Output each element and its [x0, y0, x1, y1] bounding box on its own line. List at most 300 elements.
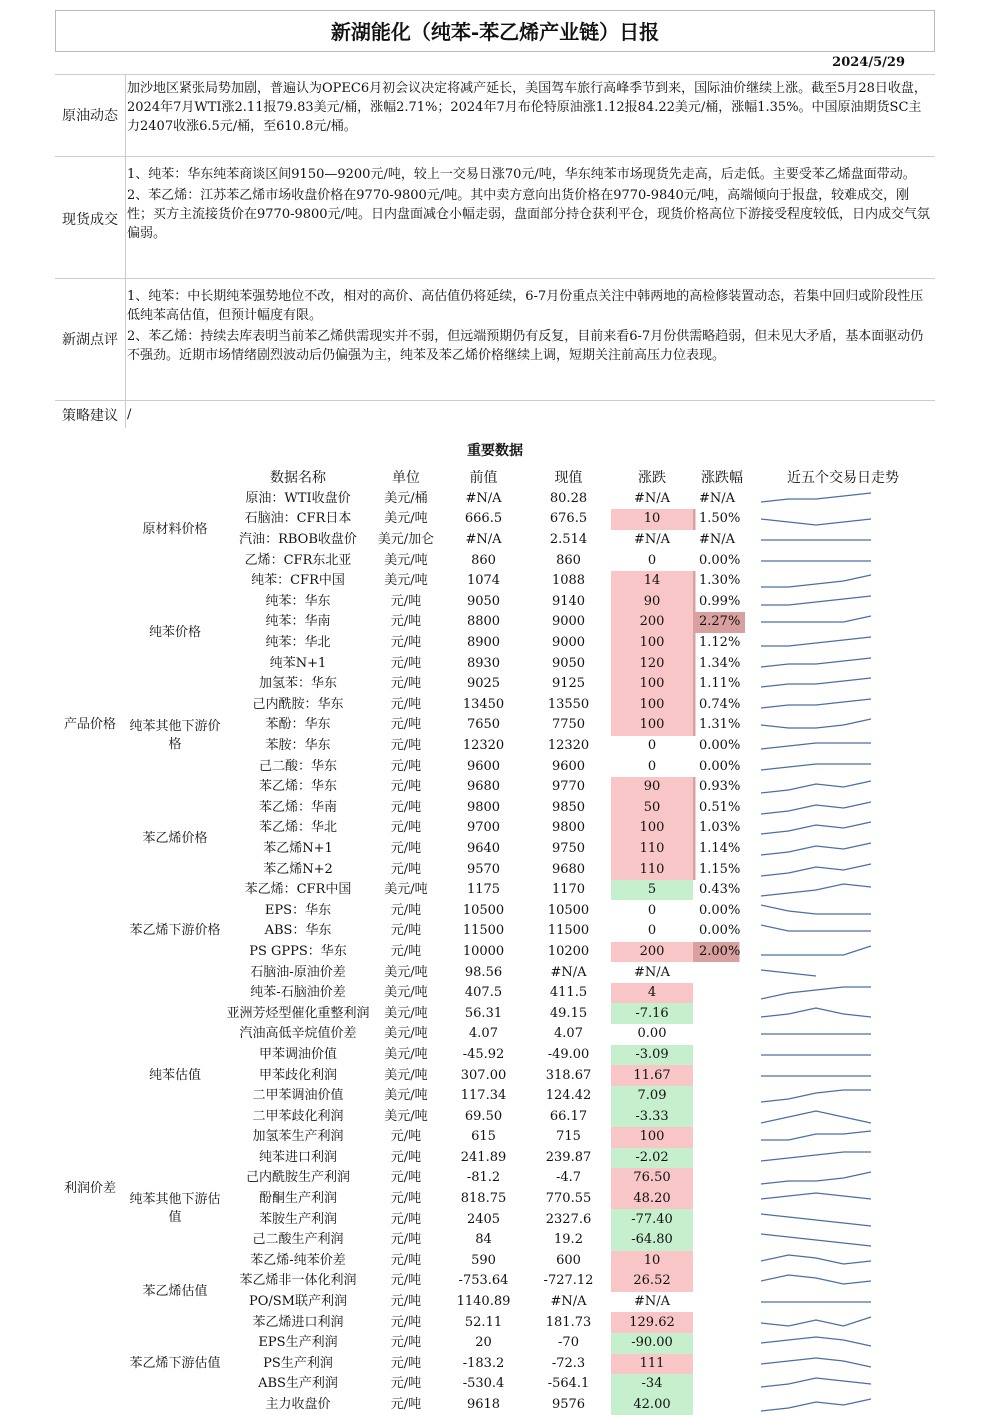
trend-sparkline [751, 1395, 935, 1415]
row-unit: 元/吨 [390, 861, 422, 877]
row-pct [693, 1251, 751, 1272]
row-unit: 元/吨 [390, 840, 422, 856]
section-label: 原油动态 [62, 108, 118, 124]
sparkline-line [761, 987, 871, 999]
row-pct [693, 1003, 751, 1024]
row-pct: 1.15% [693, 859, 751, 880]
row-chg: 10 [611, 509, 693, 530]
trend-sparkline [751, 509, 935, 530]
row-unit: 美元/吨 [384, 511, 428, 527]
row-cur: 2327.6 [545, 1211, 592, 1227]
sparkline-svg [751, 1333, 935, 1353]
row-cur: -72.3 [551, 1355, 586, 1371]
sparkline-line [761, 781, 871, 793]
trend-sparkline [751, 818, 935, 839]
trend-sparkline [751, 1086, 935, 1107]
row-cur: 9050 [551, 655, 586, 671]
row-cur: 600 [556, 1252, 581, 1268]
row-chg: 0.00 [637, 1026, 667, 1042]
row-name: 己二酸：华东 [258, 758, 337, 774]
sparkline-line [761, 1111, 871, 1123]
trend-sparkline [751, 1251, 935, 1272]
sparkline-svg [751, 1127, 935, 1147]
trend-sparkline [751, 1374, 935, 1395]
row-pct [693, 1374, 751, 1395]
group-label: 苯乙烯估值 [142, 1283, 208, 1299]
row-pct [693, 1127, 751, 1148]
row-chg: -64.80 [611, 1230, 693, 1251]
row-prev: 56.31 [464, 1005, 503, 1021]
row-pct: 0.51% [693, 798, 751, 819]
row-name: 纯苯N+1 [269, 655, 327, 671]
row-name: 苯乙烯：华南 [258, 799, 337, 815]
trend-sparkline [751, 736, 935, 757]
row-unit: 元/吨 [390, 1294, 422, 1310]
row-cur: 9576 [551, 1397, 586, 1413]
row-unit: 美元/吨 [384, 964, 428, 980]
sparkline-svg [751, 921, 935, 941]
row-pct: 0.93% [693, 777, 751, 798]
row-chg: 100 [611, 818, 693, 839]
row-cur: 676.5 [549, 511, 588, 527]
row-pct: 1.11% [693, 674, 751, 695]
row-name: 苯乙烯进口利润 [252, 1314, 344, 1330]
row-cur: 1088 [551, 573, 586, 589]
section-spot [55, 156, 935, 278]
row-chg: -7.16 [611, 1003, 693, 1024]
row-unit: 元/吨 [390, 923, 422, 939]
section-label: 现货成交 [62, 212, 118, 228]
sparkline-svg [751, 1251, 935, 1271]
sparkline-line [761, 493, 871, 502]
row-pct: 1.03% [693, 818, 751, 839]
trend-sparkline [751, 1106, 935, 1127]
trend-sparkline [751, 839, 935, 860]
trend-sparkline [751, 715, 935, 736]
trend-sparkline [751, 756, 935, 777]
trend-sparkline [751, 571, 935, 592]
row-chg: 48.20 [611, 1189, 693, 1210]
sparkline-svg [751, 1374, 935, 1394]
sparkline-line [761, 1358, 871, 1367]
sparkline-line [761, 596, 871, 605]
sparkline-svg [751, 860, 935, 880]
row-chg: 0 [647, 923, 657, 939]
col-header-cur: 现值 [554, 470, 583, 487]
trend-sparkline [751, 859, 935, 880]
row-chg: 100 [611, 695, 693, 716]
row-chg: -77.40 [611, 1209, 693, 1230]
row-cur: 9000 [551, 635, 586, 651]
trend-sparkline [751, 1003, 935, 1024]
row-pct [693, 1024, 751, 1045]
row-pct [693, 1189, 751, 1210]
row-unit: 元/吨 [390, 779, 422, 795]
row-pct: 0.00% [699, 902, 741, 918]
row-pct [693, 1354, 751, 1375]
table-row [55, 1395, 935, 1415]
row-chg: 0 [647, 758, 657, 774]
group-label: 纯苯估值 [148, 1067, 201, 1083]
category-label: 产品价格 [63, 717, 116, 733]
trend-sparkline [751, 592, 935, 613]
sparkline-svg [751, 489, 935, 509]
row-chg: 100 [611, 633, 693, 654]
row-name: PS生产利润 [263, 1355, 333, 1371]
row-prev: 1074 [466, 573, 501, 589]
col-header-name: 数据名称 [270, 470, 326, 487]
row-name: 纯苯：华东 [265, 593, 331, 609]
table-row [55, 900, 935, 921]
row-name: 主力收盘价 [265, 1397, 331, 1413]
row-cur: -4.7 [555, 1170, 582, 1186]
row-cur: 11500 [547, 923, 590, 939]
sparkline-line [761, 764, 871, 770]
row-pct: 0.00% [699, 552, 741, 568]
sparkline-line [761, 1152, 871, 1161]
row-unit: 美元/吨 [384, 552, 428, 568]
sparkline-line [761, 905, 871, 914]
row-chg: 4 [611, 983, 693, 1004]
section-paragraph: 加沙地区紧张局势加剧，普遍认为OPEC6月初会议决定将减产延长，美国驾车旅行高峰季节到来，国际油价继续上涨。截至5月28日收盘，2024年7月WTI涨2.11报79.83美元/桶，涨幅2.71%；2024年7月布伦特原油涨1.12报84.22美元/桶，涨幅1.35%。中国原油期货SC主力2407收涨6.5元/桶，至610.8元/桶。 [127, 81, 927, 134]
sparkline-line [761, 1255, 871, 1264]
row-pct: #N/A [699, 532, 736, 548]
row-prev: 590 [471, 1252, 496, 1268]
row-cur: 7750 [551, 717, 586, 733]
row-chg: -3.09 [611, 1045, 693, 1066]
row-prev: -45.92 [462, 1046, 505, 1062]
sparkline-line [761, 519, 871, 525]
row-name: 纯苯：华北 [265, 635, 331, 651]
row-prev: #N/A [465, 490, 502, 506]
row-name: 酚酮生产利润 [258, 1191, 337, 1207]
trend-sparkline [751, 1271, 935, 1292]
row-cur: 9125 [551, 676, 586, 692]
row-chg: #N/A [633, 490, 671, 506]
row-prev: 1140.89 [456, 1294, 511, 1310]
row-unit: 元/吨 [390, 1376, 422, 1392]
row-name: 甲苯歧化利润 [258, 1067, 337, 1083]
row-unit: 美元/吨 [384, 1108, 428, 1124]
row-chg: 42.00 [611, 1395, 693, 1415]
table-row [55, 1251, 935, 1272]
row-chg: 200 [611, 942, 693, 963]
sparkline-svg [751, 839, 935, 859]
sparkline-svg [751, 592, 935, 612]
sparkline-svg [751, 1066, 935, 1086]
sparkline-line [761, 575, 871, 587]
sparkline-svg [751, 901, 935, 921]
section-paragraph: 1、纯苯：华东纯苯商谈区间9150—9200元/吨，较上一交易日涨70元/吨，华东纯苯市场现货先走高，后走低。主要受苯乙烯盘面带动。 [127, 167, 916, 182]
sparkline-line [761, 1193, 871, 1199]
row-name: 汽油：RBOB收盘价 [239, 532, 357, 548]
row-pct [693, 1148, 751, 1169]
row-cur: -70 [558, 1335, 579, 1351]
row-chg: 200 [611, 612, 693, 633]
row-pct: 0.43% [699, 882, 741, 898]
row-chg: 90 [611, 777, 693, 798]
row-name: 加氢苯生产利润 [252, 1129, 344, 1145]
row-unit: 元/吨 [390, 1397, 422, 1413]
row-prev: 98.56 [464, 964, 503, 980]
row-name: 苯酚：华东 [265, 717, 331, 733]
sparkline-line [761, 884, 871, 896]
row-prev: 2405 [466, 1211, 501, 1227]
trend-sparkline [751, 1312, 935, 1333]
trend-sparkline [751, 1045, 935, 1066]
row-prev: 9050 [466, 593, 501, 609]
row-chg: -34 [611, 1374, 693, 1395]
trend-sparkline [751, 530, 935, 551]
col-header-pct: 涨跌幅 [701, 470, 743, 487]
section-label: 新湖点评 [62, 332, 118, 348]
row-pct [693, 1168, 751, 1189]
row-name: 苯乙烯：华东 [258, 779, 337, 795]
row-prev: -753.64 [458, 1273, 509, 1289]
sparkline-svg [751, 1004, 935, 1024]
row-prev: 69.50 [464, 1108, 503, 1124]
row-name: 苯乙烯N+1 [263, 840, 333, 856]
group-label: 苯乙烯价格 [142, 830, 208, 846]
row-prev: 11500 [462, 923, 505, 939]
row-prev: 9570 [466, 861, 501, 877]
sparkline-svg [751, 695, 935, 715]
row-name: 纯苯-石脑油价差 [250, 985, 346, 1001]
sparkline-line [761, 822, 871, 834]
row-chg: 110 [611, 859, 693, 880]
section-paragraph: / [127, 407, 132, 422]
row-unit: 美元/吨 [384, 1005, 428, 1021]
row-name: 苯乙烯：华北 [258, 820, 337, 836]
trend-sparkline [751, 653, 935, 674]
section-strategy [55, 400, 935, 428]
row-cur: 318.67 [545, 1067, 592, 1083]
row-chg: 26.52 [611, 1271, 693, 1292]
row-cur: 9750 [551, 840, 586, 856]
row-pct [693, 1395, 751, 1415]
sparkline-svg [751, 1230, 935, 1250]
sparkline-svg [751, 1168, 935, 1188]
trend-sparkline [751, 962, 935, 983]
row-prev: 407.5 [464, 985, 503, 1001]
table-title: 重要数据 [467, 443, 523, 459]
row-prev: 9618 [466, 1397, 501, 1413]
row-prev: #N/A [465, 532, 502, 548]
sparkline-svg [751, 1395, 935, 1415]
report-sheet [55, 10, 935, 1413]
trend-sparkline [751, 1024, 935, 1045]
trend-sparkline [751, 1209, 935, 1230]
row-unit: 元/吨 [390, 1314, 422, 1330]
row-cur: 9140 [551, 593, 586, 609]
category-label: 利润价差 [63, 1180, 116, 1196]
row-name: ABS生产利润 [258, 1376, 338, 1392]
row-unit: 美元/吨 [384, 573, 428, 589]
row-chg: 11.67 [611, 1065, 693, 1086]
row-pct [693, 1209, 751, 1230]
row-unit: 美元/吨 [384, 1088, 428, 1104]
row-name: 石脑油：CFR日本 [244, 511, 352, 527]
row-pct [693, 983, 751, 1004]
sparkline-svg [751, 880, 935, 900]
row-cur: #N/A [550, 964, 587, 980]
row-chg: 120 [611, 653, 693, 674]
row-pct: 0.00% [699, 738, 741, 754]
row-unit: 美元/吨 [384, 882, 428, 898]
row-prev: 1175 [466, 882, 501, 898]
report-title: 新湖能化（纯苯-苯乙烯产业链）日报 [55, 10, 935, 52]
row-pct: 1.12% [693, 633, 751, 654]
sparkline-svg [751, 571, 935, 591]
row-prev: 52.11 [464, 1314, 503, 1330]
sparkline-line [761, 1008, 871, 1017]
row-chg: 111 [611, 1354, 693, 1375]
sparkline-svg [751, 1024, 935, 1044]
data-table [55, 468, 935, 1415]
row-pct: 0.74% [693, 695, 751, 716]
sparkline-line [761, 743, 871, 749]
row-prev: 307.00 [460, 1067, 507, 1083]
divider [125, 74, 126, 428]
row-name: 纯苯：CFR中国 [251, 573, 345, 589]
trend-sparkline [751, 1230, 935, 1251]
row-unit: 美元/吨 [384, 1026, 428, 1042]
sparkline-svg [751, 1354, 935, 1374]
group-label [125, 1395, 225, 1415]
row-name: EPS生产利润 [258, 1335, 338, 1351]
section-crude [55, 74, 935, 156]
row-unit: 美元/桶 [384, 490, 428, 506]
sparkline-svg [751, 1271, 935, 1291]
sparkline-line [761, 1399, 871, 1411]
row-unit: 美元/吨 [384, 985, 428, 1001]
row-name: 苯乙烯：CFR中国 [244, 882, 352, 898]
row-unit: 元/吨 [390, 593, 422, 609]
row-name: 苯乙烯-纯苯价差 [250, 1252, 346, 1268]
row-cur: 49.15 [549, 1005, 588, 1021]
table-row [55, 489, 935, 510]
row-cur: 9770 [551, 779, 586, 795]
trend-sparkline [751, 633, 935, 654]
section-text [127, 165, 933, 245]
section-comment [55, 278, 935, 400]
sparkline-svg [751, 633, 935, 653]
trend-sparkline [751, 1354, 935, 1375]
row-prev: 8900 [466, 635, 501, 651]
row-prev: 241.89 [460, 1149, 507, 1165]
row-cur: 9680 [551, 861, 586, 877]
row-unit: 元/吨 [390, 1191, 422, 1207]
row-prev: 666.5 [464, 511, 503, 527]
group-label: 纯苯其他下游价格 [129, 718, 221, 752]
row-prev: -530.4 [462, 1376, 505, 1392]
row-unit: 元/吨 [390, 1170, 422, 1186]
sparkline-svg [751, 1189, 935, 1209]
sparkline-svg [751, 1210, 935, 1230]
row-unit: 美元/吨 [384, 1067, 428, 1083]
col-header-chg: 涨跌 [638, 470, 666, 487]
row-chg: -3.33 [611, 1106, 693, 1127]
row-chg: 0 [647, 902, 657, 918]
sparkline-svg [751, 1148, 935, 1168]
section-paragraph: 2、苯乙烯：江苏苯乙烯市场收盘价格在9770-9800元/吨。其中卖方意向出货价格在9770-9840元/吨，高端倾向于报盘，较难成交，刚性；买方主流接货价在9770-9800元/吨。日内盘面减仓小幅走弱，盘面部分持仓获利平仓，现货价格高位下游接受程度较低，日内成交气氛偏弱。 [127, 188, 930, 241]
table-row [55, 777, 935, 798]
table-row [55, 695, 935, 716]
row-pct [693, 1106, 751, 1127]
section-paragraph: 2、苯乙烯：持续去库表明当前苯乙烯供需现实并不弱，但远端预期仍有反复，目前来看6-7月份供需略趋弱，但未见大矛盾，基本面驱动仍不强劲。近期市场情绪剧烈波动后仍偏强为主，纯苯及苯乙烯价格继续上调，短期关注前高压力位表现。 [127, 329, 924, 363]
section-paragraph: 1、纯苯：中长期纯苯强势地位不改，相对的高价、高估值仍将延续，6-7月份重点关注中韩两地的高检修装置动态，若集中回归或阶段性压低纯苯高估值，但预计幅度有限。 [127, 289, 924, 323]
trend-sparkline [751, 695, 935, 716]
row-unit: 元/吨 [390, 1129, 422, 1145]
sparkline-line [761, 1378, 871, 1387]
row-name: 苯乙烯N+2 [263, 861, 333, 877]
row-unit: 元/吨 [390, 1355, 422, 1371]
sparkline-svg [751, 798, 935, 818]
row-name: 甲苯调油价值 [258, 1046, 337, 1062]
sparkline-svg [751, 777, 935, 797]
row-pct: 2.27% [693, 612, 751, 633]
row-unit: 美元/吨 [384, 1046, 428, 1062]
row-cur: 66.17 [549, 1108, 588, 1124]
row-cur: -49.00 [547, 1046, 590, 1062]
row-cur: 10500 [547, 902, 590, 918]
row-name: 原油：WTI收盘价 [245, 490, 351, 506]
row-prev: 10000 [462, 943, 505, 959]
row-unit: 元/吨 [390, 820, 422, 836]
row-name: 苯乙烯非一体化利润 [239, 1273, 357, 1289]
sparkline-svg [751, 551, 935, 571]
row-cur: 9850 [551, 799, 586, 815]
row-pct: 1.50% [693, 509, 751, 530]
row-cur: 9800 [551, 820, 586, 836]
trend-sparkline [751, 612, 935, 633]
sparkline-svg [751, 509, 935, 529]
row-unit: 元/吨 [390, 1149, 422, 1165]
row-unit: 元/吨 [390, 696, 422, 712]
row-cur: 770.55 [545, 1191, 592, 1207]
row-name: 苯胺：华东 [265, 738, 331, 754]
row-name: 苯胺生产利润 [258, 1211, 337, 1227]
row-name: PO/SM联产利润 [248, 1294, 347, 1310]
row-name: 己内酰胺：华东 [252, 696, 344, 712]
trend-sparkline [751, 1148, 935, 1169]
row-unit: 元/吨 [390, 614, 422, 630]
row-cur: 4.07 [554, 1026, 583, 1042]
row-prev: 8930 [466, 655, 501, 671]
trend-sparkline [751, 1292, 935, 1313]
row-pct: 0.99% [693, 592, 751, 613]
section-label: 策略建议 [62, 408, 118, 424]
row-unit: 元/吨 [390, 635, 422, 651]
row-prev: 4.07 [469, 1026, 498, 1042]
row-cur: 411.5 [549, 985, 588, 1001]
row-prev: -183.2 [462, 1355, 505, 1371]
row-unit: 元/吨 [390, 1232, 422, 1248]
row-chg: 0 [647, 552, 657, 568]
section-text [127, 79, 933, 138]
row-chg: 110 [611, 839, 693, 860]
row-chg: 7.09 [611, 1086, 693, 1107]
sparkline-svg [751, 612, 935, 632]
row-name: ABS：华东 [264, 923, 332, 939]
trend-sparkline [751, 880, 935, 901]
trend-sparkline [751, 798, 935, 819]
trend-sparkline [751, 983, 935, 1004]
sparkline-line [761, 1337, 871, 1346]
row-pct [693, 1333, 751, 1354]
section-text [127, 287, 933, 367]
row-pct: 1.14% [693, 839, 751, 860]
